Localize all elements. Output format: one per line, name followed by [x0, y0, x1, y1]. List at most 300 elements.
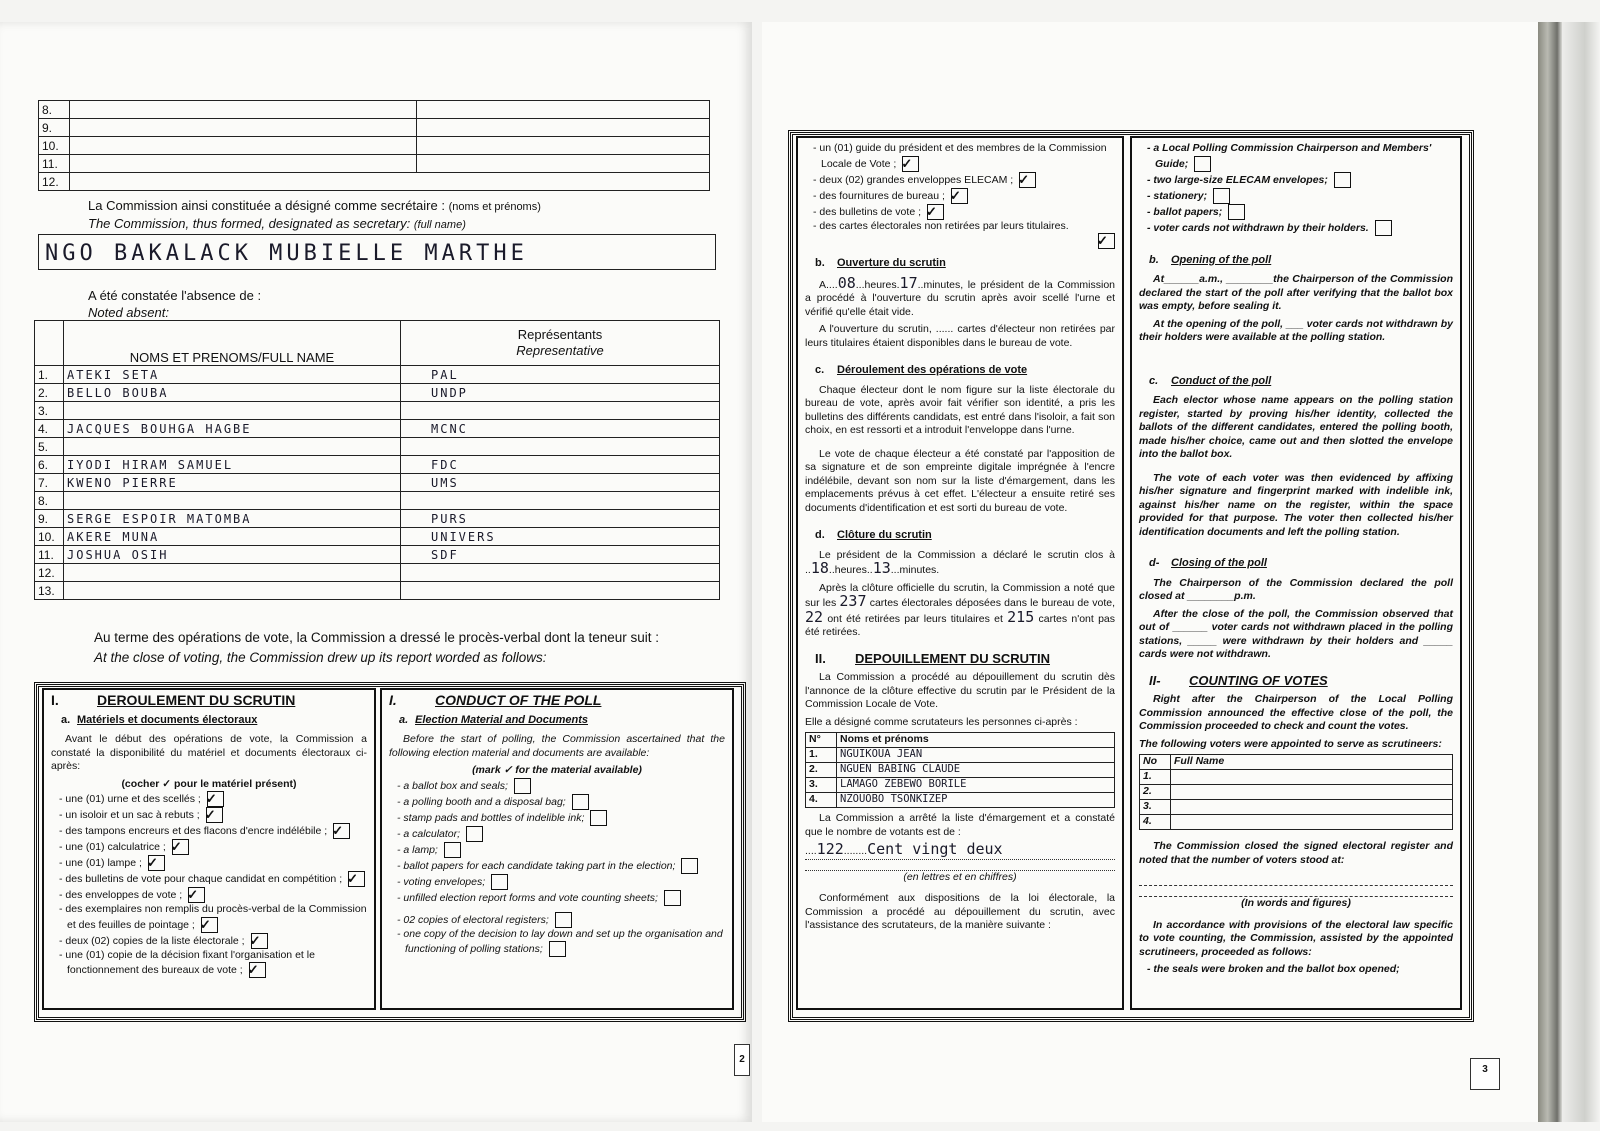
table-row	[39, 119, 710, 137]
material-item-text: ballot papers;	[1153, 205, 1223, 218]
section-number: II.	[815, 650, 826, 666]
table-row	[39, 173, 710, 191]
absent-name-cell[interactable]: JOSHUA OSIH	[64, 546, 401, 564]
material-item: - a Local Polling Commission Chairperson and Members' Guide;	[1143, 142, 1453, 172]
table-row	[39, 155, 710, 173]
material-checkbox[interactable]: ✓	[207, 791, 224, 807]
opening-minutes-field[interactable]: 17	[899, 273, 918, 292]
absent-name-cell[interactable]: SERGE ESPOIR MATOMBA	[64, 510, 401, 528]
counting-step-item: - the seals were broken and the ballot box opened;	[1147, 963, 1400, 975]
secretary-name: NGO BAKALACK MUBIELLE MARTHE	[45, 241, 528, 266]
material-item: - a calculator;	[393, 826, 725, 842]
scrutineers-table-fr	[805, 732, 1115, 808]
absent-rep-cell[interactable]: SDF	[401, 546, 720, 564]
material-item: - voting envelopes;	[393, 874, 725, 890]
row-number: 4.	[1140, 815, 1171, 830]
row-number: 8.	[35, 492, 64, 510]
table-row	[35, 582, 720, 600]
scrutineers-intro-fr: Elle a désigné comme scrutateurs les personnes ci-après :	[805, 715, 1078, 728]
scrutineer-name-cell[interactable]: NZOUOBO TSONKIZEP	[837, 793, 1115, 808]
row-number: 1.	[35, 366, 64, 384]
absent-name-cell[interactable]: KWENO PIERRE	[64, 474, 401, 492]
material-item-text: deux (02) copies de la liste électorale ;	[65, 934, 245, 947]
material-checkbox[interactable]: ✓	[188, 887, 205, 903]
section-2-en-heading	[1149, 674, 1453, 688]
table-row	[806, 793, 1115, 808]
absent-rep-cell[interactable]	[401, 582, 720, 600]
absent-rep-cell[interactable]	[401, 492, 720, 510]
table-row	[806, 778, 1115, 793]
absent-rep-cell[interactable]	[401, 564, 720, 582]
section-1-fr-column	[42, 688, 376, 1010]
material-item-text: a polling booth and a disposal bag;	[403, 795, 566, 808]
table-header-row	[806, 733, 1115, 748]
column-header-representative	[401, 321, 720, 366]
row-number: 2.	[1140, 785, 1171, 800]
section-1-en-heading	[389, 694, 725, 708]
material-item: - ballot papers for each candidate taking part in the election;	[393, 858, 725, 874]
cards-text: ont été retirées par leurs titulaires et	[827, 612, 1003, 625]
report-fr-column	[796, 136, 1124, 1010]
material-item: - stamp pads and bottles of indelible ink;	[393, 810, 725, 826]
material-checkbox[interactable]: ✓	[902, 156, 919, 172]
table-row	[35, 474, 720, 492]
member-role-cell[interactable]	[417, 101, 710, 119]
subsection-title: Déroulement des opérations de vote	[837, 364, 1028, 376]
column-header-rep-en: Representative	[516, 343, 604, 358]
cards-text: Après la clôture officielle du scrutin, la Commission a noté que sur les	[805, 581, 1115, 609]
column-header-rep-fr: Représentants	[517, 327, 603, 342]
material-item-text: ballot papers for each candidate taking part in the election;	[403, 859, 676, 872]
absent-table	[34, 320, 720, 600]
row-number: 10.	[35, 528, 64, 546]
cards-text: cartes n'ont pas été retirées.	[805, 612, 1115, 638]
material-item: - un (01) guide du président et des membres de la Commission Locale de Vote ; ✓	[813, 142, 1107, 171]
table-row	[806, 748, 1115, 763]
secretary-label-en-text: The Commission, thus formed, designated as secretary:	[88, 216, 411, 231]
absent-label-en: Noted absent:	[88, 305, 169, 320]
voters-count-field-line-2[interactable]	[1139, 886, 1453, 897]
absent-name-cell[interactable]	[64, 438, 401, 456]
row-number: 9.	[39, 119, 70, 137]
material-checkbox[interactable]	[1375, 220, 1392, 236]
table-row	[1140, 785, 1453, 800]
table-header-row	[35, 321, 720, 366]
column-header-no: N°	[806, 733, 837, 748]
absent-name-cell[interactable]	[64, 564, 401, 582]
material-checkbox[interactable]	[466, 826, 483, 842]
secretary-label-fr-text: La Commission ainsi constituée a désigné comme secrétaire :	[88, 198, 445, 213]
material-item-text: un isoloir et un sac à rebuts ;	[65, 808, 200, 821]
voters-count-field[interactable]: ....122........Cent vingt deux	[805, 843, 1115, 860]
material-checkbox[interactable]: ✓	[333, 823, 350, 839]
row-number: 3.	[1140, 800, 1171, 815]
row-number: 5.	[35, 438, 64, 456]
material-checkbox[interactable]	[491, 874, 508, 890]
section-number: I.	[389, 692, 397, 708]
material-item-text: une (01) lampe ;	[65, 856, 142, 869]
material-item: - un isoloir et un sac à rebuts ; ✓	[55, 807, 367, 823]
section-title: CONDUCT OF THE POLL	[435, 692, 602, 708]
row-number: 11.	[35, 546, 64, 564]
absent-name-cell[interactable]	[64, 492, 401, 510]
material-item-text: unfilled election report forms and vote counting sheets;	[403, 891, 658, 904]
material-item-text: two large-size ELECAM envelopes;	[1153, 173, 1328, 186]
subsection-title: Ouverture du scrutin	[837, 257, 946, 269]
material-item: - une (01) lampe ; ✓	[55, 855, 367, 871]
cards-paragraph-en: After the close of the poll, the Commission observed that out of ______ voter cards not withdrawn placed in the polling stations, _____ were withdrawn by their holders and _____ cards were not withdrawn.	[1139, 607, 1453, 660]
scrutineer-name-cell[interactable]	[1171, 800, 1453, 815]
material-checkbox[interactable]: ✓	[1098, 233, 1115, 249]
table-row	[1140, 800, 1453, 815]
subsection-number: d-	[1149, 557, 1160, 569]
table-row	[35, 384, 720, 402]
closing-text: heures	[834, 564, 867, 576]
closing-text: Le président de la Commission a déclaré le scrutin clos à	[819, 548, 1115, 561]
material-checkbox[interactable]: ✓	[1019, 172, 1036, 188]
voters-count-field[interactable]	[1139, 871, 1453, 886]
opening-cards-en: At the opening of the poll, ___ voter cards not withdrawn by their holders were available at the polling station.	[1139, 317, 1453, 343]
materials-intro-fr: Avant le début des opérations de vote, la Commission a constaté la disponibilité du matériel et documents électoraux ci-après:	[51, 733, 367, 772]
table-header-row	[1140, 755, 1453, 770]
cards-paragraph-fr	[805, 582, 1115, 640]
material-checkbox[interactable]	[1334, 172, 1351, 188]
opening-cards-fr: A l'ouverture du scrutin, ...... cartes d'électeur non retirées par leurs titulaires étaient disponibles dans le bureau de vote.	[805, 323, 1115, 349]
table-row	[35, 456, 720, 474]
row-number: 8.	[39, 101, 70, 119]
subsection-a-heading	[399, 714, 725, 728]
subsection-c-heading	[815, 364, 1115, 378]
section-title: COUNTING OF VOTES	[1189, 672, 1328, 688]
scrutineers-intro-en: The following voters were appointed to serve as scrutineers:	[1139, 737, 1442, 750]
opening-text: A	[819, 278, 827, 291]
column-header-no: No	[1140, 755, 1171, 770]
material-item: - une (01) calculatrice ; ✓	[55, 839, 367, 855]
table-row	[35, 510, 720, 528]
counting-paragraph-en: Right after the Chairperson of the Local Polling Commission announced the effective close of the poll, the Commission proceeded to check and count the votes.	[1139, 693, 1453, 732]
material-item-text: des tampons encreurs et des flacons d'encre indélébile ;	[65, 824, 328, 837]
secretary-label-fr	[88, 198, 541, 213]
page-number: 2	[734, 1044, 750, 1076]
material-item: - a lamp;	[393, 842, 725, 858]
book-binding-edge	[1538, 22, 1562, 1122]
material-item: - deux (02) copies de la liste électorale ; ✓	[55, 933, 367, 949]
material-checkbox[interactable]: ✓	[206, 807, 223, 823]
page-number: 3	[1470, 1058, 1500, 1090]
row-number: 6.	[35, 456, 64, 474]
table-row	[35, 546, 720, 564]
subsection-b-heading	[1149, 254, 1453, 268]
subsection-number: a.	[61, 713, 71, 726]
scrutineer-name-cell[interactable]: NGUEN BABING CLAUDE	[837, 763, 1115, 778]
subsection-d-heading	[815, 529, 1115, 543]
subsection-number: d.	[815, 529, 825, 541]
material-item-text: a Local Polling Commission Chairperson and Members' Guide;	[1153, 142, 1432, 170]
material-item: - des fournitures de bureau ; ✓	[809, 188, 1115, 204]
members-table-continued	[38, 100, 710, 191]
row-number: 12.	[39, 173, 70, 191]
cards-withdrawn-field[interactable]: 22	[805, 607, 824, 626]
subsection-title: Clôture du scrutin	[837, 529, 932, 541]
material-item: - des cartes électorales non retirées par leurs titulaires. ✓	[809, 220, 1115, 250]
material-item-text: one copy of the decision to lay down and set up the organisation and functioning of polling stations;	[403, 927, 723, 955]
material-item: - des enveloppes de vote ; ✓	[55, 887, 367, 903]
material-item: - des bulletins de vote pour chaque candidat en compétition ; ✓	[55, 871, 367, 887]
material-checkbox[interactable]	[1213, 188, 1230, 204]
absent-name-cell[interactable]: BELLO BOUBA	[64, 384, 401, 402]
row-number: 1.	[1140, 770, 1171, 785]
material-checkbox[interactable]: ✓	[201, 917, 218, 933]
law-text-fr: Conformément aux dispositions de la loi électorale, la Commission a procédé au dépouillement du scrutin, avec l'assistance des scrutateurs, de la manière suivante :	[805, 892, 1115, 931]
conduct-paragraph-2-en: The vote of each voter was then evidenced by affixing his/her signature and fingerprint marked with indelible ink, against his/her name on the register, within the space provided for that purpose. The voter then collected his/her identification documents and left the polling station.	[1139, 471, 1453, 538]
cards-deposited-field[interactable]: 237	[839, 592, 867, 610]
subsection-number: b.	[1149, 253, 1159, 266]
closing-minutes-field[interactable]: 13	[872, 559, 891, 577]
material-checkbox[interactable]	[555, 912, 572, 928]
row-number: 7.	[35, 474, 64, 492]
conduct-paragraph-2-fr: Le vote de chaque électeur a été constaté par l'apposition de sa signature et de son empreinte digitale imprégnée à l'encre indélébile, devant son nom sur la liste d'émargement, dans les emplacements prévus à cet effet. L'électeur a ensuite retiré ses documents d'identification et est sorti du bureau de vote.	[805, 447, 1115, 514]
cards-not-withdrawn-field[interactable]: 215	[1007, 607, 1035, 626]
material-checkbox[interactable]	[681, 858, 698, 874]
table-row	[35, 366, 720, 384]
material-item: - une (01) urne et des scellés ; ✓	[55, 791, 367, 807]
scrutineer-name-cell[interactable]: NGUIKOUA JEAN	[837, 748, 1115, 763]
subsection-title: Matériels et documents électoraux	[77, 713, 258, 726]
counting-paragraph-fr: La Commission a procédé au dépouillement du scrutin dès l'annonce de la clôture effective du scrutin par le Président de la Commission Locale de Vote.	[805, 671, 1115, 710]
scrutineers-table-en	[1139, 754, 1453, 830]
row-number: 10.	[39, 137, 70, 155]
material-checkbox[interactable]	[664, 890, 681, 906]
material-item: - stationery;	[1143, 188, 1453, 204]
secretary-label-en-note: (full name)	[413, 219, 466, 231]
absent-rep-cell[interactable]	[401, 438, 720, 456]
material-item: - des exemplaires non remplis du procès-verbal de la Commission et des feuilles de pointage ; ✓	[59, 903, 367, 932]
material-item: - des bulletins de vote ; ✓	[809, 204, 1115, 220]
material-item-text: un (01) guide du président et des membres de la Commission Locale de Vote ;	[819, 142, 1107, 170]
closing-intro-fr: Au terme des opérations de vote, la Commission a dressé le procès-verbal dont la teneur suit :	[94, 630, 660, 645]
material-item-text: une (01) urne et des scellés ;	[65, 792, 201, 805]
material-item: - 02 copies of electoral registers;	[393, 912, 725, 928]
column-header-name: Full Name	[1171, 755, 1453, 770]
closing-paragraph-en: The Chairperson of the Commission declared the poll closed at ________p.m.	[1139, 576, 1453, 602]
secretary-label-en	[88, 216, 466, 231]
table-row	[806, 763, 1115, 778]
material-checkbox[interactable]: ✓	[148, 855, 165, 871]
scrutineer-name-cell[interactable]	[1171, 815, 1453, 830]
material-item-text: une (01) calculatrice ;	[65, 840, 166, 853]
material-item-text: des enveloppes de vote ;	[65, 888, 183, 901]
book-binding-shadow	[1562, 22, 1600, 1122]
material-item-text: 02 copies of electoral registers;	[403, 913, 549, 926]
material-item-text: une (01) copie de la décision fixant l'organisation et le fonctionnement des bureaux de vote ;	[65, 948, 315, 976]
subsection-a-heading	[61, 714, 367, 728]
material-item-text: des bulletins de vote pour chaque candidat en compétition ;	[65, 872, 343, 885]
material-item-text: voting envelopes;	[403, 875, 486, 888]
member-role-cell[interactable]	[417, 137, 710, 155]
table-row	[39, 137, 710, 155]
absent-rep-cell[interactable]: MCNC	[401, 420, 720, 438]
cards-text: cartes électorales déposées dans le bureau de vote,	[869, 597, 1116, 609]
column-header-name: Noms et prénoms	[837, 733, 1115, 748]
material-item-text: stationery;	[1153, 189, 1208, 202]
material-checkbox[interactable]: ✓	[951, 188, 968, 204]
material-checkbox[interactable]	[590, 810, 607, 826]
absent-rep-cell[interactable]: UNIVERS	[401, 528, 720, 546]
table-row	[35, 492, 720, 510]
material-item-text: des bulletins de vote ;	[819, 205, 921, 218]
material-item: - ballot papers;	[1143, 204, 1453, 220]
secretary-label-fr-note: (noms et prénoms)	[448, 201, 541, 213]
member-name-cell[interactable]	[70, 173, 710, 191]
absent-name-cell[interactable]: ATEKI SETA	[64, 366, 401, 384]
closing-text: minutes.	[899, 564, 940, 576]
material-item-text: des exemplaires non remplis du procès-verbal de la Commission et des feuilles de pointage ;	[65, 903, 367, 931]
voters-count-field-line-2[interactable]	[805, 860, 1115, 871]
section-1-en-column	[380, 688, 734, 1010]
words-figures-note-fr: (en lettres et en chiffres)	[903, 870, 1017, 883]
voters-count-words: Cent vingt deux	[867, 840, 1003, 858]
scrutineer-name-cell[interactable]	[1171, 770, 1453, 785]
subsection-title: Closing of the poll	[1171, 557, 1267, 569]
absent-rep-cell[interactable]: FDC	[401, 456, 720, 474]
absent-rep-cell[interactable]	[401, 402, 720, 420]
materials-intro-en: Before the start of polling, the Commission ascertained that the following election material and documents are available:	[389, 733, 725, 759]
row-number: 2.	[35, 384, 64, 402]
opening-paragraph-en: At______a.m., ________the Chairperson of the Commission declared the start of the poll after verifying that the ballot box was empty, before sealing it.	[1139, 273, 1453, 312]
report-en-column	[1130, 136, 1462, 1010]
material-checkbox[interactable]: ✓	[249, 962, 266, 978]
member-role-cell[interactable]	[417, 155, 710, 173]
table-row	[35, 402, 720, 420]
material-item: - a polling booth and a disposal bag;	[393, 794, 725, 810]
closing-intro-en: At the close of voting, the Commission drew up its report worded as follows:	[94, 650, 547, 665]
voters-count-figures: 122	[816, 840, 844, 858]
subsection-title: Opening of the poll	[1171, 253, 1272, 266]
member-role-cell[interactable]	[417, 119, 710, 137]
member-name-cell[interactable]	[70, 137, 417, 155]
absent-rep-cell[interactable]: PURS	[401, 510, 720, 528]
row-number: 12.	[35, 564, 64, 582]
material-item: - a ballot box and seals;	[393, 778, 725, 794]
subsection-number: a.	[399, 713, 409, 726]
counting-step-text: the seals were broken and the ballot box opened;	[1153, 963, 1400, 975]
table-row	[1140, 815, 1453, 830]
closing-hours-field[interactable]: 18	[810, 559, 829, 577]
opening-paragraph-fr: A....08...heures.17..minutes, le président de la Commission a procédé à l'ouverture du scrutin après avoir scellé l'urne et vérifié qu'elle était vide.	[805, 273, 1115, 318]
material-checkbox[interactable]: ✓	[251, 933, 268, 949]
row-number: 9.	[35, 510, 64, 528]
material-checkbox[interactable]	[1194, 156, 1211, 172]
row-number: 3.	[806, 778, 837, 793]
words-figures-note-en: (In words and figures)	[1241, 897, 1351, 909]
subsection-number: c.	[815, 364, 825, 376]
row-number: 13.	[35, 582, 64, 600]
column-header-name: NOMS ET PRENOMS/FULL NAME	[64, 321, 401, 366]
register-text-fr: La Commission a arrêté la liste d'émargement et a constaté que le nombre de votants est de :	[805, 812, 1115, 838]
row-number: 11.	[39, 155, 70, 173]
section-number: II-	[1149, 672, 1161, 688]
member-name-cell[interactable]	[70, 101, 417, 119]
table-row	[35, 528, 720, 546]
row-number: 4.	[806, 793, 837, 808]
scrutineer-name-cell[interactable]	[1171, 785, 1453, 800]
right-page	[762, 22, 1538, 1122]
material-item-text: a lamp;	[403, 843, 438, 856]
material-checkbox[interactable]	[572, 794, 589, 810]
section-number: I.	[51, 692, 59, 708]
material-checkbox[interactable]	[444, 842, 461, 858]
material-item-text: deux (02) grandes enveloppes ELECAM ;	[819, 173, 1014, 186]
material-checkbox[interactable]: ✓	[172, 839, 189, 855]
opening-text: minutes, le président de la Commission a procédé à l'ouverture du scrutin après avoir scellé l'urne et vérifié qu'elle était vide.	[805, 278, 1115, 318]
absent-name-cell[interactable]: AKERE MUNA	[64, 528, 401, 546]
material-item: - unfilled election report forms and vote counting sheets;	[393, 890, 725, 906]
material-item-text: des fournitures de bureau ;	[819, 189, 945, 202]
material-item-text: a ballot box and seals;	[403, 779, 508, 792]
absent-rep-cell[interactable]: UMS	[401, 474, 720, 492]
row-number: 2.	[806, 763, 837, 778]
opening-text: heures	[864, 278, 897, 291]
opening-hours-field[interactable]: 08	[837, 273, 856, 292]
table-row	[1140, 770, 1453, 785]
material-item: - voter cards not withdrawn by their holders.	[1143, 220, 1453, 236]
absent-label-fr: A été constatée l'absence de :	[88, 288, 262, 303]
section-title: DEROULEMENT DU SCRUTIN	[97, 692, 296, 708]
subsection-number: c.	[1149, 374, 1159, 387]
absent-name-cell[interactable]	[64, 582, 401, 600]
absent-name-cell[interactable]	[64, 402, 401, 420]
material-checkbox[interactable]	[1228, 204, 1245, 220]
section-title: DEPOUILLEMENT DU SCRUTIN	[855, 650, 1050, 666]
table-row	[35, 420, 720, 438]
absent-rep-cell[interactable]: PAL	[401, 366, 720, 384]
absent-name-cell[interactable]: IYODI HIRAM SAMUEL	[64, 456, 401, 474]
material-item-text: des cartes électorales non retirées par leurs titulaires.	[819, 219, 1069, 232]
material-checkbox[interactable]: ✓	[348, 871, 365, 887]
absent-name-cell[interactable]: JACQUES BOUHGA HAGBE	[64, 420, 401, 438]
member-name-cell[interactable]	[70, 119, 417, 137]
material-item: - two large-size ELECAM envelopes;	[1143, 172, 1453, 188]
conduct-paragraph-1-en: Each elector whose name appears on the polling station register, started by proving his/her identity, collected the ballots of the different candidates, entered the polling booth, made his/her choice, came out and then slotted the envelope into the ballot box.	[1139, 394, 1453, 460]
row-number: 1.	[806, 748, 837, 763]
material-checkbox[interactable]: ✓	[927, 204, 944, 220]
member-name-cell[interactable]	[70, 155, 417, 173]
row-number: 4.	[35, 420, 64, 438]
section-1-fr-heading	[51, 694, 367, 708]
row-number: 3.	[35, 402, 64, 420]
subsection-b-heading	[815, 257, 1115, 271]
table-row	[35, 564, 720, 582]
subsection-number: b.	[815, 257, 825, 269]
absent-rep-cell[interactable]: UNDP	[401, 384, 720, 402]
scrutineer-name-cell[interactable]: LAMAGO ZEBEWO BORILE	[837, 778, 1115, 793]
material-item-text: stamp pads and bottles of indelible ink;	[403, 811, 585, 824]
subsection-d-heading	[1149, 557, 1453, 571]
closing-paragraph-fr: Le président de la Commission a déclaré le scrutin clos à ..18..heures..13...minutes.	[805, 548, 1115, 577]
material-checkbox[interactable]	[549, 941, 566, 957]
law-text-en: In accordance with provisions of the electoral law specific to vote counting, the Commission, assisted by the appointed scrutineers, proceeded as follows:	[1139, 918, 1453, 958]
material-checkbox[interactable]	[514, 778, 531, 794]
check-instruction-fr: (cocher ✓ pour le matériel présent)	[121, 777, 297, 790]
left-page	[0, 22, 752, 1122]
subsection-title: Election Material and Documents	[415, 713, 588, 726]
section-2-fr-heading	[815, 652, 1115, 666]
conduct-paragraph-1-fr: Chaque électeur dont le nom figure sur la liste électorale du bureau de vote, après avoir fait vérifier son identité, a pris les bulletins des différents candidats, est entré dans l'isoloir, a fait son choix, en est ressorti et a introduit l'enveloppe dans l'urne.	[805, 383, 1115, 436]
register-text-en: The Commission closed the signed electoral register and noted that the number of voters stood at:	[1139, 840, 1453, 866]
subsection-title: Conduct of the poll	[1171, 374, 1272, 387]
material-item: - one copy of the decision to lay down and set up the organisation and functioning of polling stations;	[393, 928, 725, 958]
secretary-field[interactable]	[38, 234, 716, 270]
